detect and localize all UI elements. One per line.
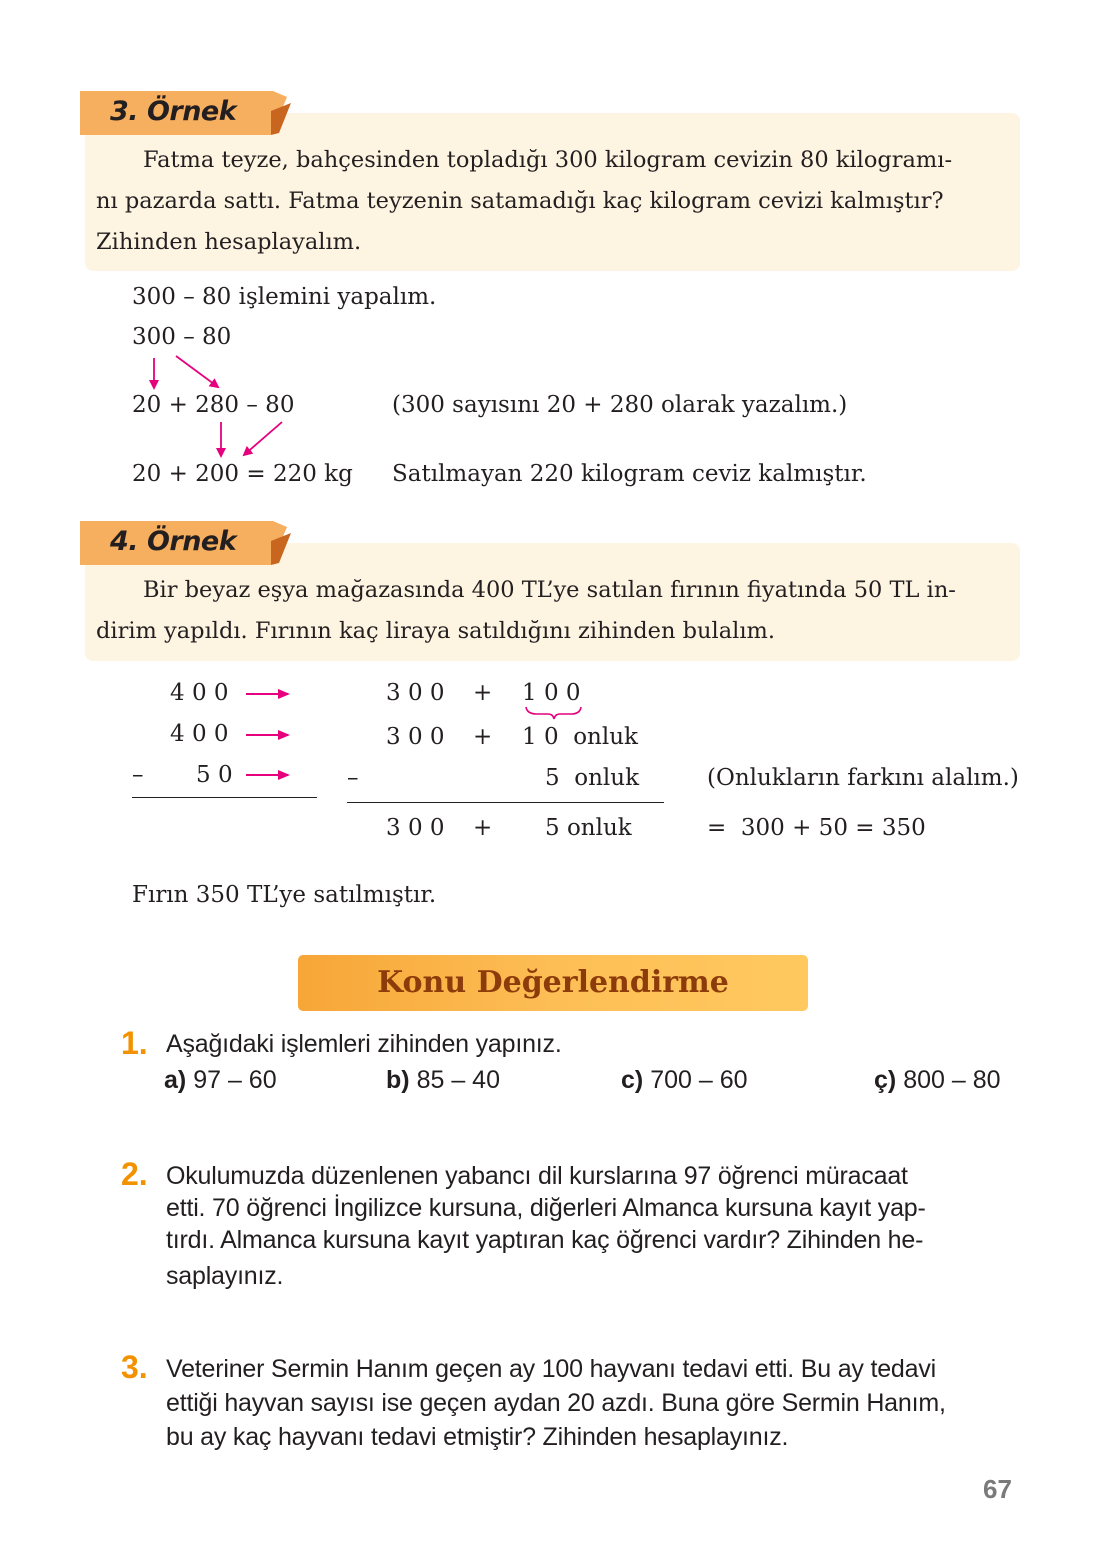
- right-row-3-b: 5 onluk: [545, 765, 640, 791]
- solution-step-2: 20 + 280 – 80: [132, 392, 295, 418]
- right-row-3-note: (Onlukların farkını alalım.): [707, 765, 1019, 791]
- option-b: [386, 1066, 500, 1095]
- right-result-plus: +: [473, 815, 493, 841]
- right-row-1-plus: +: [473, 680, 493, 706]
- right-result-a: 3 0 0: [386, 815, 445, 841]
- question-line: tırdı. Almanca kursuna kayıt yaptıran kaç öğrenci vardır? Zihinden he-: [166, 1226, 924, 1254]
- option-label: c): [621, 1066, 644, 1094]
- left-row-1: 4 0 0: [170, 680, 229, 706]
- example-4-conclusion: Fırın 350 TL’ye satılmıştır.: [132, 882, 437, 908]
- paragraph-line: nı pazarda sattı. Fatma teyzenin satamadığı kaç kilogram cevizi kalmıştır?: [96, 188, 944, 214]
- paragraph-line: Bir beyaz eşya mağazasında 400 TL’ye satılan fırının fiyatında 50 TL in-: [143, 577, 956, 603]
- question-text: Aşağıdaki işlemleri zihinden yapınız.: [166, 1030, 562, 1058]
- option-c: [621, 1066, 748, 1095]
- question-line: etti. 70 öğrenci İngilizce kursuna, diğerleri Almanca kursuna kayıt yap-: [166, 1194, 926, 1222]
- left-row-3: 5 0: [196, 762, 233, 788]
- evaluation-title: Konu Değerlendirme: [377, 965, 729, 1000]
- question-line: saplayınız.: [166, 1262, 284, 1290]
- option-a: [164, 1066, 277, 1095]
- option-label: b): [386, 1066, 410, 1094]
- evaluation-banner: [298, 955, 808, 1011]
- option-value: 700 – 60: [650, 1066, 748, 1094]
- solution-step-3: 20 + 200 = 220 kg: [132, 461, 353, 487]
- right-rule: [347, 802, 664, 803]
- right-row-2-b: 1 0 onluk: [522, 724, 638, 750]
- example-4-tag-label: 4. Örnek: [110, 526, 237, 557]
- question-line: Veteriner Sermin Hanım geçen ay 100 hayvanı tedavi etti. Bu ay tedavi: [166, 1355, 936, 1383]
- page-number: 67: [983, 1474, 1012, 1504]
- option-value: 85 – 40: [416, 1066, 500, 1094]
- question-text: [166, 1160, 1026, 1292]
- left-row-3-sign: –: [132, 762, 144, 788]
- right-result-b: 5 onluk: [545, 815, 632, 841]
- option-label: a): [164, 1066, 187, 1094]
- paragraph-line: dirim yapıldı. Fırının kaç liraya satıldığını zihinden bulalım.: [96, 618, 775, 644]
- option-cc: [874, 1066, 1001, 1095]
- question-line: bu ay kaç hayvanı tedavi etmiştir? Zihinden hesaplayınız.: [166, 1423, 789, 1451]
- right-row-2-a: 3 0 0: [386, 724, 445, 750]
- left-row-2: 4 0 0: [170, 721, 229, 747]
- question-number: 3.: [121, 1349, 148, 1385]
- right-row-1-a: 3 0 0: [386, 680, 445, 706]
- left-rule: [132, 797, 317, 798]
- solution-step-3-note: Satılmayan 220 kilogram ceviz kalmıştır.: [392, 461, 867, 487]
- question-line: Okulumuzda düzenlenen yabancı dil kurslarına 97 öğrenci müracaat: [166, 1162, 908, 1190]
- solution-intro: 300 – 80 işlemini yapalım.: [132, 284, 437, 310]
- example-3-tag-label: 3. Örnek: [110, 96, 237, 127]
- question-number: 1.: [121, 1025, 148, 1061]
- solution-step-1: 300 – 80: [132, 324, 232, 350]
- right-row-3-sign: –: [347, 765, 359, 791]
- solution-step-2-note: (300 sayısını 20 + 280 olarak yazalım.): [392, 392, 848, 418]
- paragraph-line: Zihinden hesaplayalım.: [96, 229, 362, 255]
- question-line: ettiği hayvan sayısı ise geçen aydan 20 azdı. Buna göre Sermin Hanım,: [166, 1389, 946, 1417]
- right-result-note: = 300 + 50 = 350: [707, 815, 926, 841]
- right-row-1-b: 1 0 0: [522, 680, 581, 706]
- option-value: 800 – 80: [903, 1066, 1001, 1094]
- question-number: 2.: [121, 1156, 148, 1192]
- option-value: 97 – 60: [193, 1066, 277, 1094]
- question-text: [166, 1352, 1026, 1454]
- option-label: ç): [874, 1066, 897, 1094]
- right-row-2-plus: +: [473, 724, 493, 750]
- paragraph-line: Fatma teyze, bahçesinden topladığı 300 kilogram cevizin 80 kilogramı-: [143, 147, 953, 173]
